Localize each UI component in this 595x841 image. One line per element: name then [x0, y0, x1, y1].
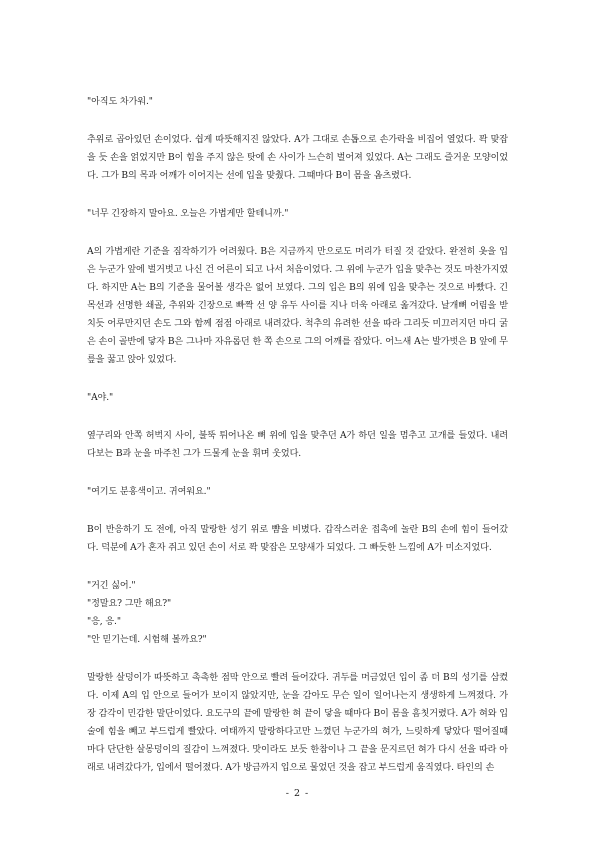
paragraph: "너무 긴장하지 말아요. 오늘은 가볍게만 할테니까."	[87, 209, 289, 219]
paragraph: A의 가볍게란 기준을 짐작하기가 어려웠다. B은 지금까지 만으로도 머리가 터질 것 같았다. 완전히 옷을 입은 누군가 앞에 벌거벗고 나신 건 어른이 되고 나서 처음이었다. 그 위에 누군가 입을 맞추는 것도 마찬가지였다. 하지만 A는 B의 기준을 물어볼 생각은 없어 보였다. 그의 입은 B의 위에 입을 맞추는 것으로 바빴다. 긴 목선과 선명한 쇄골, 추위와 긴장으로 빠짝 선 양 유두 사이를 지나 더욱 아래로 옮겨갔다. 날개뼈 어림을 받치듯 어루만지던 손도 그와 함께 점점 아래로 내려갔다. 척추의 유려한 선을 따라 그리듯 미끄러지던 마디 굵은 손이 골반에 닿자 B은 그나마 자유롭던 한 쪽 손으로 그의 어깨를 잡았다. 어느새 A는 발가벗은 B 앞에 무릎을 꿇고 앉아 있었다.	[87, 247, 508, 365]
paragraph: 옆구리와 안쪽 허벅지 사이, 불뚝 튀어나온 뼈 위에 입을 맞추던 A가 하던 일을 멈추고 고개를 들었다. 내려다보는 B과 눈을 마주친 그가 드물게 눈을 휘며 웃었다.	[87, 431, 508, 459]
paragraph: "여기도 분홍색이고. 귀여워요."	[87, 487, 211, 497]
paragraph: "정말요? 그만 해요?"	[87, 599, 172, 609]
paragraph: "거긴 싫어."	[87, 581, 136, 591]
paragraph: "A야."	[87, 393, 114, 403]
paragraph: "응, 응."	[87, 617, 121, 627]
paragraph: "아직도 차가워."	[87, 97, 153, 107]
page-number: - 2 -	[285, 788, 310, 799]
body-text	[87, 93, 508, 777]
paragraph: "안 믿기는데. 시험해 볼까요?"	[87, 635, 207, 645]
paragraph: B이 반응하기 도 전에, 아직 말랑한 성기 위로 뺨을 비볐다. 갑작스러운 접촉에 놀란 B의 손에 힘이 들어갔다. 덕분에 A가 혼자 쥐고 있던 손이 서로 꽉 맞잡은 모양새가 되었다. 그 빠듯한 느낌에 A가 미소지었다.	[87, 525, 508, 553]
paragraph: 추위로 곱아있던 손이었다. 쉽게 따뜻해지진 않았다. A가 그대로 손톱으로 손가락을 비집어 열었다. 꽉 맞잡을 듯 손을 얽었지만 B이 힘을 주지 않은 탓에 손 사이가 느슨히 벌어져 있었다. A는 그래도 즐거운 모양이었다. 그가 B의 목과 어깨가 이어지는 선에 입을 맞췄다. 그때마다 B이 몸을 옴츠렸다.	[87, 135, 508, 181]
paragraph: 말랑한 살덩이가 따뜻하고 촉촉한 점막 안으로 빨려 들어갔다. 귀두를 머금었던 입이 좀 더 B의 성기를 삼켰다. 이제 A의 입 안으로 들어가 보이지 않았지만, 눈을 감아도 무슨 일이 일어나는지 생생하게 느껴졌다. 가장 감각이 민감한 말단이었다. 요도구의 끝에 말랑한 혀 끝이 닿을 때마다 B이 몸을 흠칫거렸다. A가 혀와 입술에 힘을 빼고 부드럽게 빨았다. 여태까지 말랑하다고만 느꼈던 누군가의 혀가, 느릿하게 닿았다 떨어질때마다 단단한 살몽덩이의 질감이 느껴졌다. 맛이라도 보듯 한참이나 그 끝을 문지르던 혀가 다시 선을 따라 아래로 내려갔다가, 입에서 떨어졌다. A가 방금까지 입으로 물었던 것을 잡고 부드럽게 움직였다. 타인의 손	[87, 673, 508, 773]
